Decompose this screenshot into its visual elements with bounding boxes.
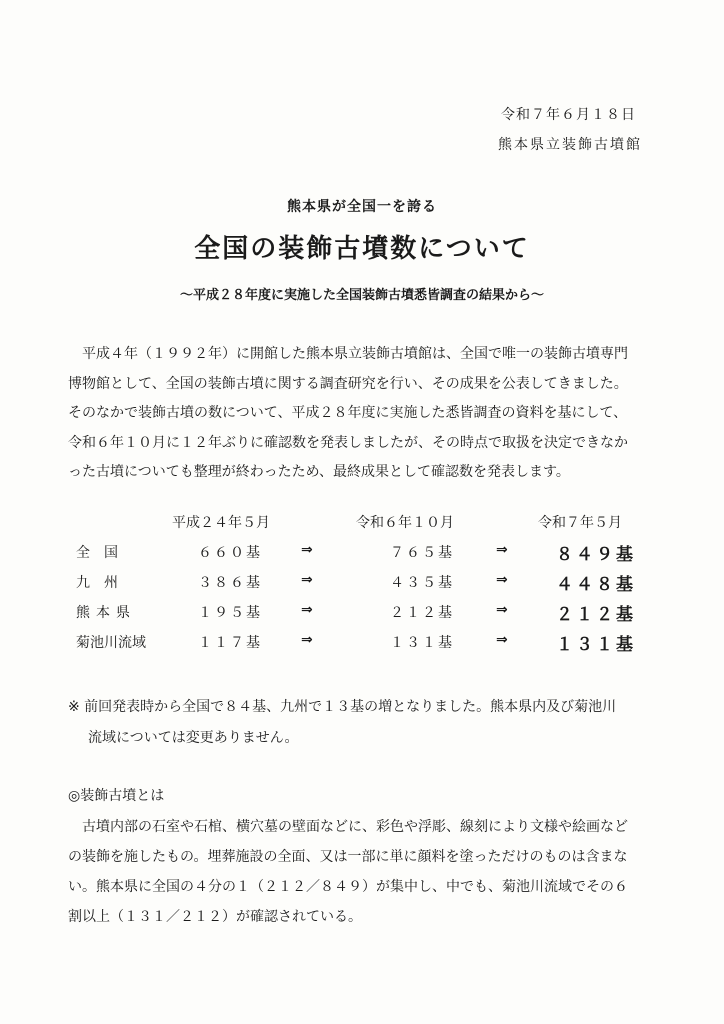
arrow-icon: ⇒: [496, 602, 508, 618]
table-header-h24: 平成２４年５月: [172, 515, 270, 531]
table-row: [68, 542, 668, 566]
row-value-r7: １３１基: [556, 635, 636, 655]
arrow-icon: ⇒: [496, 542, 508, 558]
body-line: 令和６年１０月に１２年ぶりに確認数を発表しましたが、その時点で取扱を決定できなか: [68, 434, 628, 451]
row-value-h24: ６６０基: [198, 545, 262, 561]
arrow-icon: ⇒: [301, 542, 313, 558]
definition-line: 割以上（１３１／２１２）が確認されている。: [68, 909, 362, 925]
table-header-r6: 令和６年１０月: [356, 515, 454, 531]
row-region: 九州: [76, 575, 132, 591]
table-row: [68, 632, 668, 656]
arrow-icon: ⇒: [496, 632, 508, 648]
definition-line: い。熊本県に全国の４分の１（２１２／８４９）が集中し、中でも、菊池川流域でその６: [68, 879, 628, 895]
body-paragraph: [68, 340, 668, 488]
page-subtitle: ～平成２８年度に実施した全国装飾古墳悉皆調査の結果から～: [179, 288, 544, 303]
row-value-r6: １３１基: [390, 635, 454, 651]
row-value-r6: ７６５基: [390, 545, 454, 561]
row-value-r6: ２１２基: [390, 605, 454, 621]
lead-line: 熊本県が全国一を誇る: [287, 199, 437, 215]
body-line: 博物館として、全国の装飾古墳に関する調査研究を行い、その成果を公表してきました。: [68, 375, 628, 392]
definition-paragraph: [68, 812, 668, 932]
arrow-icon: ⇒: [496, 572, 508, 588]
row-value-h24: ３８６基: [198, 575, 262, 591]
row-value-r7: ８４９基: [556, 545, 636, 565]
row-region: 熊本県: [76, 605, 136, 621]
arrow-icon: ⇒: [301, 572, 313, 588]
body-line: った古墳についても整理が終わったため、最終成果として確認数を発表します。: [68, 464, 570, 480]
table-row: [68, 572, 668, 596]
arrow-icon: ⇒: [301, 632, 313, 648]
row-value-r7: ４４８基: [556, 575, 636, 595]
row-value-r7: ２１２基: [556, 605, 636, 625]
issuing-organization: 熊本県立装飾古墳館: [498, 137, 642, 153]
definition-heading: ◎装飾古墳とは: [68, 788, 165, 804]
change-note: [68, 692, 668, 754]
document-date: 令和７年６月１８日: [501, 107, 636, 123]
note-line: 流域については変更ありません。: [88, 730, 299, 746]
table-header-r7: 令和７年５月: [538, 515, 622, 531]
row-region: 全国: [76, 545, 132, 561]
arrow-icon: ⇒: [301, 602, 313, 618]
note-line: ※ 前回発表時から全国で８４基、九州で１３基の増となりました。熊本県内及び菊池川: [68, 699, 617, 715]
body-line: そのなかで装飾古墳の数について、平成２８年度に実施した悉皆調査の資料を基にして、: [68, 405, 628, 421]
row-value-h24: １９５基: [198, 605, 262, 621]
definition-line: 古墳内部の石室や石棺、横穴墓の壁面などに、彩色や浮彫、線刻により文様や絵画など: [68, 819, 628, 835]
table-row: [68, 602, 668, 626]
row-value-h24: １１７基: [198, 635, 262, 651]
body-line: 平成４年（１９９２年）に開館した熊本県立装飾古墳館は、全国で唯一の装飾古墳専門: [68, 346, 628, 362]
page-title: 全国の装飾古墳数について: [194, 234, 530, 264]
row-value-r6: ４３５基: [390, 575, 454, 591]
definition-line: の装飾を施したもの。埋葬施設の全面、又は一部に単に顔料を塗っただけのものは含まな: [68, 849, 628, 865]
row-region: 菊池川流域: [76, 635, 146, 651]
